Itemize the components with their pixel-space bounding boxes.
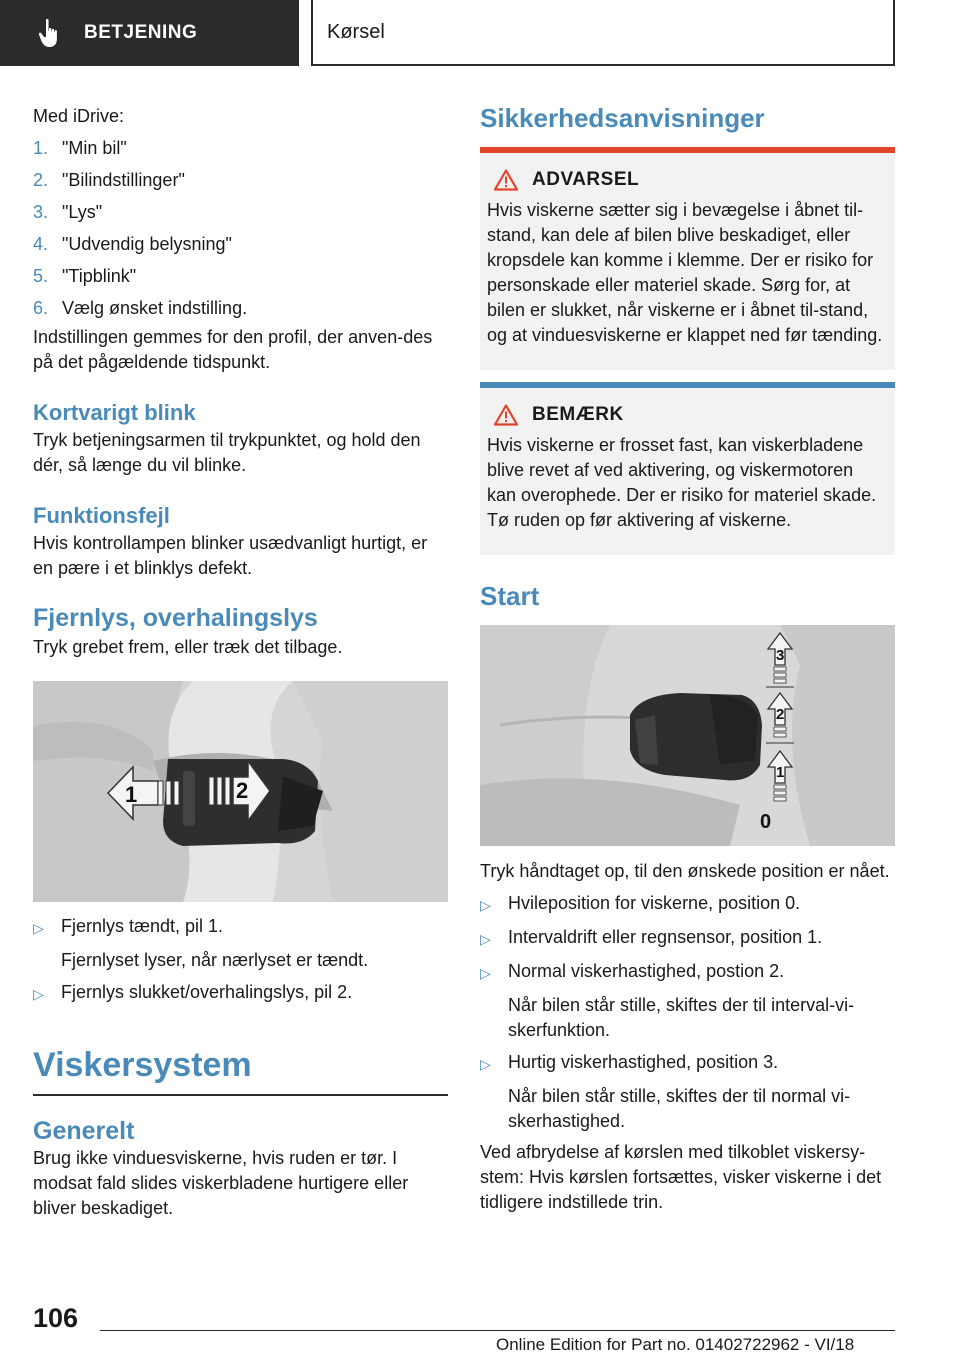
fjernlys-figure xyxy=(33,681,448,902)
bullet-item xyxy=(480,1050,895,1134)
chapter-box xyxy=(311,0,895,66)
bullet-item xyxy=(33,914,448,973)
funktionsfejl-heading: Funktionsfejl xyxy=(33,503,170,528)
footer-rule xyxy=(100,1330,895,1331)
fjernlys-bullets xyxy=(33,914,448,1007)
page-header xyxy=(0,0,960,66)
bullet-subtext: Når bilen står stille, skiftes der til normal vi-skerhastighed. xyxy=(508,1086,851,1131)
step-item xyxy=(33,264,448,289)
step-text: "Bilindstillinger" xyxy=(62,170,185,190)
viskersystem-rule xyxy=(33,1094,448,1096)
start-heading: Start xyxy=(480,581,540,611)
step-number: 3. xyxy=(33,202,49,222)
fjernlys-heading: Fjernlys, overhalingslys xyxy=(33,604,318,632)
bullet-item xyxy=(480,925,895,952)
arrow-2-label: 2 xyxy=(236,778,249,803)
triangle-bullet-icon: ▷ xyxy=(480,931,491,947)
step-number: 6. xyxy=(33,298,49,318)
warning-triangle-icon xyxy=(494,169,518,191)
position-1-label: 1 xyxy=(776,764,785,781)
start-text: Tryk håndtaget op, til den ønskede position er nået. xyxy=(480,861,890,881)
bullet-text: Fjernlys slukket/overhalingslys, pil 2. xyxy=(61,982,353,1002)
generelt-heading: Generelt xyxy=(33,1117,135,1145)
triangle-bullet-icon: ▷ xyxy=(480,1056,491,1072)
step-item xyxy=(33,136,448,161)
step-number: 1. xyxy=(33,138,49,158)
bullet-text: Fjernlys tændt, pil 1. xyxy=(61,916,224,936)
step-text: "Udvendig belysning" xyxy=(62,234,232,254)
edition-note: Online Edition for Part no. 01402722962 - VI/18 xyxy=(496,1335,855,1354)
kortvarigt-text: Tryk betjeningsarmen til trykpunktet, og hold den dér, så længe du vil blinke. xyxy=(33,430,421,475)
page-number: 106 xyxy=(33,1303,79,1333)
idrive-steps xyxy=(33,136,448,321)
bullet-text: Hurtig viskerhastighed, position 3. xyxy=(508,1052,779,1072)
chapter-label: Kørsel xyxy=(327,20,385,43)
position-3-label: 3 xyxy=(776,647,785,664)
sikkerhed-heading: Sikkerhedsanvisninger xyxy=(480,103,765,133)
stalk-illustration xyxy=(33,681,448,902)
step-item xyxy=(33,200,448,225)
start-figure xyxy=(480,625,895,846)
start-bullets xyxy=(480,891,895,1134)
kortvarigt-heading: Kortvarigt blink xyxy=(33,400,196,425)
step-text: "Tipblink" xyxy=(62,266,137,286)
step-number: 2. xyxy=(33,170,49,190)
generelt-text: Brug ikke vinduesviskerne, hvis ruden er tør. I modsat fald slides viskerbladene hurtigere eller bliver beskadiget. xyxy=(33,1148,409,1218)
bemaerk-notice xyxy=(480,388,895,555)
step-text: "Lys" xyxy=(62,202,103,222)
section-tab-label: BETJENING xyxy=(84,22,198,43)
viskersystem-heading: Viskersystem xyxy=(33,1046,252,1084)
position-2-label: 2 xyxy=(776,706,785,723)
section-tab xyxy=(0,0,299,66)
step-text: Vælg ønsket indstilling. xyxy=(62,298,248,318)
step-item xyxy=(33,168,448,193)
advarsel-text: Hvis viskerne sætter sig i bevægelse i åbnet til-stand, kan dele af bilen blive beskadiget, eller kropsdele kan komme i klemme. Der er risiko for personskade eller materiel skade. Sørg for, at bilen er slukket, når viskerne er i åbnet til-stand, og at vinduesviskerne er klappet ned før tænding. xyxy=(487,200,883,345)
advarsel-title: ADVARSEL xyxy=(532,169,640,190)
advarsel-notice xyxy=(480,153,895,370)
bullet-item xyxy=(480,891,895,918)
bullet-item xyxy=(33,980,448,1007)
arrow-1-label: 1 xyxy=(125,782,138,807)
triangle-bullet-icon: ▷ xyxy=(480,897,491,913)
funktionsfejl-text: Hvis kontrollampen blinker usædvanligt hurtigt, er en pære i et blinklys defekt. xyxy=(33,533,428,578)
step-item xyxy=(33,296,448,321)
step-item xyxy=(33,232,448,257)
bullet-text: Normal viskerhastighed, postion 2. xyxy=(508,961,785,981)
closing-text: Ved afbrydelse af kørslen med tilkoblet viskersy-stem: Hvis kørslen fortsættes, visker viskerne i det tidligere indstillede trin. xyxy=(480,1142,882,1212)
bullet-item xyxy=(480,959,895,1043)
triangle-bullet-icon: ▷ xyxy=(33,920,44,936)
warning-triangle-icon xyxy=(494,404,518,426)
triangle-bullet-icon: ▷ xyxy=(480,965,491,981)
position-0-label: 0 xyxy=(760,811,772,833)
left-column xyxy=(33,100,448,1221)
pointing-hand-icon xyxy=(38,18,62,48)
step-number: 5. xyxy=(33,266,49,286)
triangle-bullet-icon: ▷ xyxy=(33,986,44,1002)
bemaerk-title: BEMÆRK xyxy=(532,404,624,425)
idrive-intro: Med iDrive: xyxy=(33,106,125,126)
bullet-subtext: Fjernlyset lyser, når nærlyset er tændt. xyxy=(61,950,369,970)
bullet-text: Hvileposition for viskerne, position 0. xyxy=(508,893,801,913)
bullet-subtext: Når bilen står stille, skiftes der til interval-vi-skerfunktion. xyxy=(508,995,855,1040)
bullet-text: Intervaldrift eller regnsensor, position 1. xyxy=(508,927,823,947)
bemaerk-text: Hvis viskerne er frosset fast, kan viskerbladene blive revet af ved aktivering, og viskermotoren kan overophede. Der er risiko for materiel skade. Tø ruden op før aktivering af viskerne. xyxy=(487,435,877,530)
wiper-stalk-illustration xyxy=(480,625,895,846)
step-text: "Min bil" xyxy=(62,138,127,158)
profile-note: Indstillingen gemmes for den profil, der anven-des på det pågældende tidspunkt. xyxy=(33,327,433,372)
step-number: 4. xyxy=(33,234,49,254)
right-column xyxy=(480,100,895,1215)
fjernlys-text: Tryk grebet frem, eller træk det tilbage. xyxy=(33,637,343,657)
